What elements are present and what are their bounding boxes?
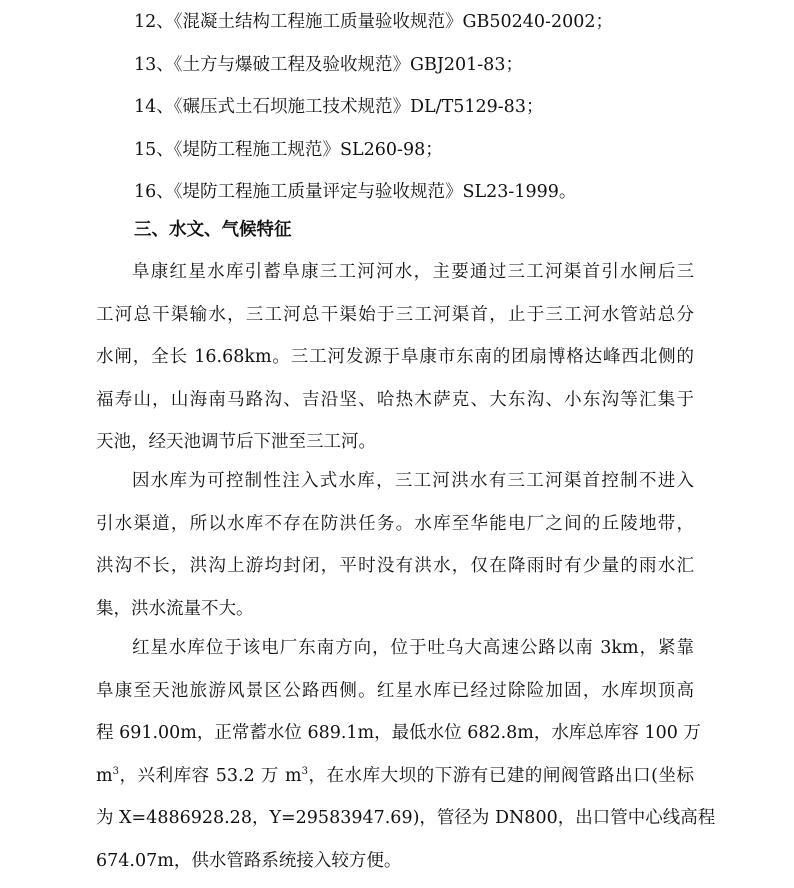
paragraph-hydrology: [96, 256, 694, 469]
reference-item: 14、《碾压式土石坝施工技术规范》DL/T5129-83；: [134, 97, 544, 117]
superscript: 3: [301, 765, 308, 777]
paragraph-line: [96, 760, 694, 803]
paragraph-reservoir-location: [96, 632, 716, 888]
line-text: ，兴利库容 53.2 万 m: [118, 765, 302, 786]
paragraph-line: 674.07m，供水管路系统接入较方便。: [96, 850, 402, 871]
paragraph-flood-control: [96, 465, 694, 635]
reference-item: 15、《堤防工程施工规范》SL260-98；: [134, 139, 443, 160]
paragraph-line: 引水渠道，所以水库不存在防洪任务。水库至华能电厂之间的丘陵地带，: [96, 513, 694, 534]
section-heading: 三、水文、气候特征: [134, 220, 292, 240]
reference-item: 16、《堤防工程施工质量评定与验收规范》SL23-1999。: [134, 182, 577, 202]
paragraph-line: 程 691.00m，正常蓄水位 689.1m，最低水位 682.8m，水库总库容 100 万: [96, 723, 701, 744]
paragraph-line: 工河总干渠输水，三工河总干渠始于三工河渠首，止于三工河水管站总分: [96, 304, 694, 325]
paragraph-line: 因水库为可控制性注入式水库，三工河洪水有三工河渠首控制不进入: [132, 471, 694, 491]
superscript: 3: [112, 765, 119, 777]
paragraph-line: 水闸，全长 16.68km。三工河发源于阜康市东南的团扇博格达峰西北侧的: [96, 347, 694, 368]
reference-item: 13、《土方与爆破工程及验收规范》GBJ201-83；: [134, 54, 523, 75]
paragraph-line: 洪沟不长，洪沟上游均封闭，平时没有洪水，仅在降雨时有少量的雨水汇: [96, 556, 694, 577]
paragraph-line: 阜康至天池旅游风景区公路西侧。红星水库已经过除险加固，水库坝顶高: [96, 680, 694, 701]
paragraph-line: 天池，经天池调节后下泄至三工河。: [96, 432, 376, 453]
paragraph-line: 集，洪水流量不大。: [96, 598, 254, 619]
line-text: m: [96, 765, 113, 786]
reference-list: [134, 6, 754, 219]
paragraph-line: 福寿山，山海南马路沟、吉沿坚、哈热木萨克、大东沟、小东沟等汇集于: [96, 389, 694, 410]
reference-item: 12、《混凝土结构工程施工质量验收规范》GB50240-2002；: [134, 12, 613, 32]
paragraph-line: 红星水库位于该电厂东南方向，位于吐乌大高速公路以南 3km，紧靠: [132, 638, 694, 658]
line-text: ，在水库大坝的下游有已建的闸阀管路出口(坐标: [307, 765, 695, 786]
paragraph-line: 为 X=4886928.28，Y=29583947.69)，管径为 DN800，出口管中心线高程: [96, 808, 716, 829]
paragraph-line: 阜康红星水库引蓄阜康三工河河水，主要通过三工河渠首引水闸后三: [132, 262, 694, 282]
